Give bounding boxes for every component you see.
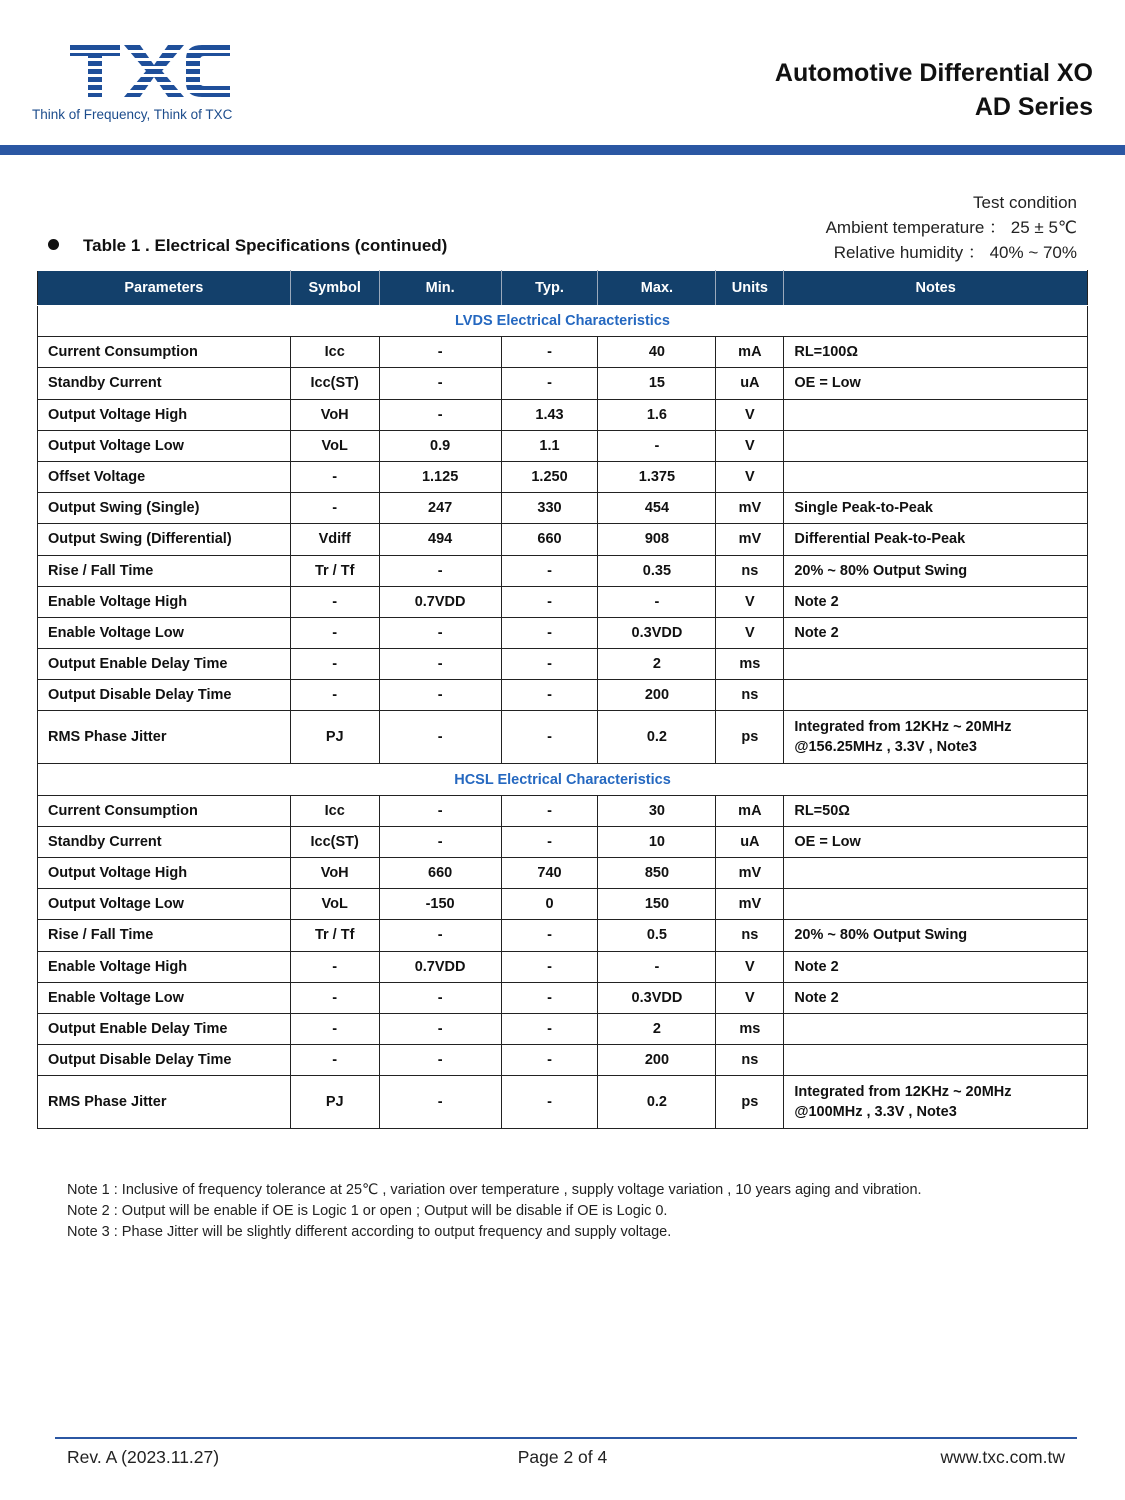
header-max: Max.	[598, 271, 716, 306]
min-cell: -	[379, 1045, 501, 1076]
max-cell: 150	[598, 889, 716, 920]
header-min: Min.	[379, 271, 501, 306]
header-units: Units	[716, 271, 784, 306]
units-cell: V	[716, 461, 784, 492]
min-cell: 0.9	[379, 430, 501, 461]
max-cell: 0.3VDD	[598, 617, 716, 648]
table-row	[38, 680, 1088, 711]
units-cell: ns	[716, 920, 784, 951]
table-row	[38, 889, 1088, 920]
units-cell: uA	[716, 368, 784, 399]
units-cell: ps	[716, 1076, 784, 1129]
max-cell: 30	[598, 795, 716, 826]
param-cell: Standby Current	[38, 368, 291, 399]
typ-cell: 1.250	[501, 461, 598, 492]
table-row	[38, 399, 1088, 430]
param-cell: Current Consumption	[38, 795, 291, 826]
max-cell: 40	[598, 337, 716, 368]
test-condition-title: Test condition	[973, 193, 1077, 212]
param-cell: Offset Voltage	[38, 461, 291, 492]
max-cell: 1.6	[598, 399, 716, 430]
units-cell: mA	[716, 337, 784, 368]
param-cell: Output Enable Delay Time	[38, 649, 291, 680]
symbol-cell: -	[290, 461, 379, 492]
section-row-lvds	[38, 306, 1088, 337]
typ-cell: -	[501, 586, 598, 617]
symbol-cell: Icc	[290, 337, 379, 368]
units-cell: V	[716, 399, 784, 430]
max-cell: -	[598, 951, 716, 982]
min-cell: -	[379, 1076, 501, 1129]
min-cell: -	[379, 368, 501, 399]
notes-cell: Note 2	[784, 982, 1088, 1013]
website-link[interactable]: www.txc.com.tw	[940, 1447, 1065, 1467]
param-cell: RMS Phase Jitter	[38, 1076, 291, 1129]
table-row	[38, 649, 1088, 680]
units-cell: V	[716, 430, 784, 461]
header-typ: Typ.	[501, 271, 598, 306]
table-row	[38, 1076, 1088, 1129]
notes-cell: Differential Peak-to-Peak	[784, 524, 1088, 555]
bullet-icon	[48, 239, 59, 250]
notes-cell: RL=50Ω	[784, 795, 1088, 826]
units-cell: ms	[716, 649, 784, 680]
min-cell: -	[379, 982, 501, 1013]
param-cell: Enable Voltage High	[38, 586, 291, 617]
symbol-cell: Icc(ST)	[290, 368, 379, 399]
units-cell: ns	[716, 1045, 784, 1076]
typ-cell: 0	[501, 889, 598, 920]
table-caption	[48, 236, 447, 256]
page-number: Page 2 of 4	[517, 1447, 608, 1467]
param-cell: Enable Voltage High	[38, 951, 291, 982]
typ-cell: 1.43	[501, 399, 598, 430]
units-cell: ns	[716, 555, 784, 586]
typ-cell: -	[501, 555, 598, 586]
max-cell: 0.5	[598, 920, 716, 951]
param-cell: Output Disable Delay Time	[38, 1045, 291, 1076]
min-cell: 247	[379, 493, 501, 524]
param-cell: Output Enable Delay Time	[38, 1013, 291, 1044]
max-cell: 200	[598, 1045, 716, 1076]
max-cell: -	[598, 430, 716, 461]
table-row	[38, 951, 1088, 982]
symbol-cell: -	[290, 680, 379, 711]
min-cell: -	[379, 795, 501, 826]
typ-cell: -	[501, 826, 598, 857]
param-cell: Rise / Fall Time	[38, 555, 291, 586]
section-row-hcsl	[38, 764, 1088, 795]
section-title-hcsl: HCSL Electrical Characteristics	[38, 764, 1088, 795]
note-line: @100MHz , 3.3V , Note3	[794, 1104, 957, 1121]
typ-cell: 660	[501, 524, 598, 555]
max-cell: 0.3VDD	[598, 982, 716, 1013]
table-row	[38, 982, 1088, 1013]
max-cell: 454	[598, 493, 716, 524]
min-cell: -	[379, 555, 501, 586]
table-row	[38, 1045, 1088, 1076]
symbol-cell: -	[290, 1045, 379, 1076]
notes-cell: Note 2	[784, 586, 1088, 617]
symbol-cell: VoH	[290, 858, 379, 889]
min-cell: 0.7VDD	[379, 586, 501, 617]
symbol-cell: -	[290, 982, 379, 1013]
notes-cell	[784, 889, 1088, 920]
units-cell: V	[716, 951, 784, 982]
min-cell: 0.7VDD	[379, 951, 501, 982]
table-row	[38, 430, 1088, 461]
symbol-cell: -	[290, 649, 379, 680]
min-cell: -	[379, 826, 501, 857]
table-row	[38, 711, 1088, 764]
notes-cell	[784, 1045, 1088, 1076]
min-cell: -	[379, 399, 501, 430]
units-cell: mV	[716, 858, 784, 889]
txc-logo-mark	[70, 45, 230, 97]
min-cell: -	[379, 680, 501, 711]
typ-cell: -	[501, 1045, 598, 1076]
note-line: Integrated from 12KHz ~ 20MHz	[794, 719, 1012, 736]
notes-cell	[784, 858, 1088, 889]
min-cell: 1.125	[379, 461, 501, 492]
page-header	[0, 0, 1125, 160]
symbol-cell: -	[290, 493, 379, 524]
notes-cell: Note 2	[784, 951, 1088, 982]
notes-cell: OE = Low	[784, 826, 1088, 857]
table-caption-text: Table 1 . Electrical Specifications (continued)	[83, 236, 448, 255]
footer-divider	[55, 1437, 1077, 1439]
min-cell: -	[379, 617, 501, 648]
symbol-cell: -	[290, 586, 379, 617]
param-cell: Rise / Fall Time	[38, 920, 291, 951]
note-line: @156.25MHz , 3.3V , Note3	[794, 739, 977, 756]
typ-cell: -	[501, 617, 598, 648]
param-cell: Output Voltage Low	[38, 430, 291, 461]
max-cell: 850	[598, 858, 716, 889]
max-cell: -	[598, 586, 716, 617]
typ-cell: -	[501, 337, 598, 368]
units-cell: V	[716, 617, 784, 648]
units-cell: ps	[716, 711, 784, 764]
max-cell: 0.2	[598, 1076, 716, 1129]
units-cell: ns	[716, 680, 784, 711]
units-cell: mV	[716, 524, 784, 555]
max-cell: 0.35	[598, 555, 716, 586]
notes-cell	[784, 399, 1088, 430]
test-condition	[826, 190, 1077, 265]
notes-cell	[784, 680, 1088, 711]
header-notes: Notes	[784, 271, 1088, 306]
notes-cell: 20% ~ 80% Output Swing	[784, 920, 1088, 951]
typ-cell: -	[501, 711, 598, 764]
typ-cell: -	[501, 649, 598, 680]
units-cell: uA	[716, 826, 784, 857]
units-cell: V	[716, 586, 784, 617]
table-row	[38, 368, 1088, 399]
param-cell: Output Swing (Single)	[38, 493, 291, 524]
footnotes	[67, 1180, 922, 1243]
min-cell: -	[379, 920, 501, 951]
notes-cell	[784, 430, 1088, 461]
notes-cell	[784, 1076, 1088, 1129]
symbol-cell: VoL	[290, 430, 379, 461]
header-symbol: Symbol	[290, 271, 379, 306]
param-cell: Current Consumption	[38, 337, 291, 368]
footnote-2: Note 2 : Output will be enable if OE is Logic 1 or open ; Output will be disable if OE is Logic 0.	[67, 1203, 668, 1219]
units-cell: mA	[716, 795, 784, 826]
relative-humidity: Relative humidity ： 40% ~ 70%	[833, 243, 1077, 262]
min-cell: 494	[379, 524, 501, 555]
symbol-cell: -	[290, 1013, 379, 1044]
typ-cell: 740	[501, 858, 598, 889]
param-cell: Output Voltage High	[38, 858, 291, 889]
min-cell: -	[379, 649, 501, 680]
table-header-row	[38, 271, 1088, 306]
logo-tagline: Think of Frequency, Think of TXC	[32, 107, 233, 122]
param-cell: RMS Phase Jitter	[38, 711, 291, 764]
max-cell: 10	[598, 826, 716, 857]
min-cell: 660	[379, 858, 501, 889]
typ-cell: -	[501, 951, 598, 982]
units-cell: mV	[716, 493, 784, 524]
table-row	[38, 858, 1088, 889]
header-divider	[0, 145, 1125, 155]
table-row	[38, 337, 1088, 368]
param-cell: Output Disable Delay Time	[38, 680, 291, 711]
table-row	[38, 524, 1088, 555]
notes-cell: RL=100Ω	[784, 337, 1088, 368]
document-title	[775, 56, 1093, 124]
section-title-lvds: LVDS Electrical Characteristics	[38, 306, 1088, 337]
symbol-cell: -	[290, 617, 379, 648]
footnote-3: Note 3 : Phase Jitter will be slightly different according to output frequency and supply voltage.	[67, 1224, 672, 1240]
max-cell: 15	[598, 368, 716, 399]
symbol-cell: VoH	[290, 399, 379, 430]
units-cell: ms	[716, 1013, 784, 1044]
typ-cell: -	[501, 1013, 598, 1044]
typ-cell: -	[501, 795, 598, 826]
typ-cell: -	[501, 368, 598, 399]
symbol-cell: Icc(ST)	[290, 826, 379, 857]
notes-cell: OE = Low	[784, 368, 1088, 399]
notes-cell	[784, 461, 1088, 492]
symbol-cell: PJ	[290, 711, 379, 764]
symbol-cell: Tr / Tf	[290, 920, 379, 951]
table-row	[38, 617, 1088, 648]
table-row	[38, 461, 1088, 492]
typ-cell: -	[501, 982, 598, 1013]
footnote-1: Note 1 : Inclusive of frequency tolerance at 25℃ , variation over temperature , supply voltage variation , 10 years aging and vibration.	[67, 1182, 922, 1198]
units-cell: V	[716, 982, 784, 1013]
table-row	[38, 493, 1088, 524]
notes-cell	[784, 649, 1088, 680]
units-cell: mV	[716, 889, 784, 920]
typ-cell: 1.1	[501, 430, 598, 461]
param-cell: Output Swing (Differential)	[38, 524, 291, 555]
typ-cell: -	[501, 1076, 598, 1129]
typ-cell: -	[501, 680, 598, 711]
typ-cell: -	[501, 920, 598, 951]
param-cell: Standby Current	[38, 826, 291, 857]
min-cell: -150	[379, 889, 501, 920]
max-cell: 1.375	[598, 461, 716, 492]
symbol-cell: VoL	[290, 889, 379, 920]
notes-cell	[784, 1013, 1088, 1044]
max-cell: 2	[598, 1013, 716, 1044]
ambient-temperature: Ambient temperature ： 25 ± 5℃	[825, 218, 1077, 237]
param-cell: Output Voltage Low	[38, 889, 291, 920]
table-row	[38, 1013, 1088, 1044]
table-row	[38, 826, 1088, 857]
table-row	[38, 555, 1088, 586]
notes-cell: 20% ~ 80% Output Swing	[784, 555, 1088, 586]
max-cell: 908	[598, 524, 716, 555]
param-cell: Output Voltage High	[38, 399, 291, 430]
table-row	[38, 920, 1088, 951]
param-cell: Enable Voltage Low	[38, 982, 291, 1013]
min-cell: -	[379, 1013, 501, 1044]
typ-cell: 330	[501, 493, 598, 524]
notes-cell	[784, 711, 1088, 764]
notes-cell: Note 2	[784, 617, 1088, 648]
header-parameters: Parameters	[38, 271, 291, 306]
table-row	[38, 586, 1088, 617]
notes-cell: Single Peak-to-Peak	[784, 493, 1088, 524]
min-cell: -	[379, 711, 501, 764]
title-series: AD Series	[974, 93, 1093, 121]
max-cell: 0.2	[598, 711, 716, 764]
note-line: Integrated from 12KHz ~ 20MHz	[794, 1084, 1012, 1101]
symbol-cell: Vdiff	[290, 524, 379, 555]
max-cell: 2	[598, 649, 716, 680]
max-cell: 200	[598, 680, 716, 711]
symbol-cell: PJ	[290, 1076, 379, 1129]
symbol-cell: Tr / Tf	[290, 555, 379, 586]
revision-label: Rev. A (2023.11.27)	[67, 1447, 220, 1467]
title-product: Automotive Differential XO	[774, 59, 1093, 87]
symbol-cell: Icc	[290, 795, 379, 826]
symbol-cell: -	[290, 951, 379, 982]
param-cell: Enable Voltage Low	[38, 617, 291, 648]
table-row	[38, 795, 1088, 826]
electrical-spec-table	[37, 270, 1088, 1129]
min-cell: -	[379, 337, 501, 368]
